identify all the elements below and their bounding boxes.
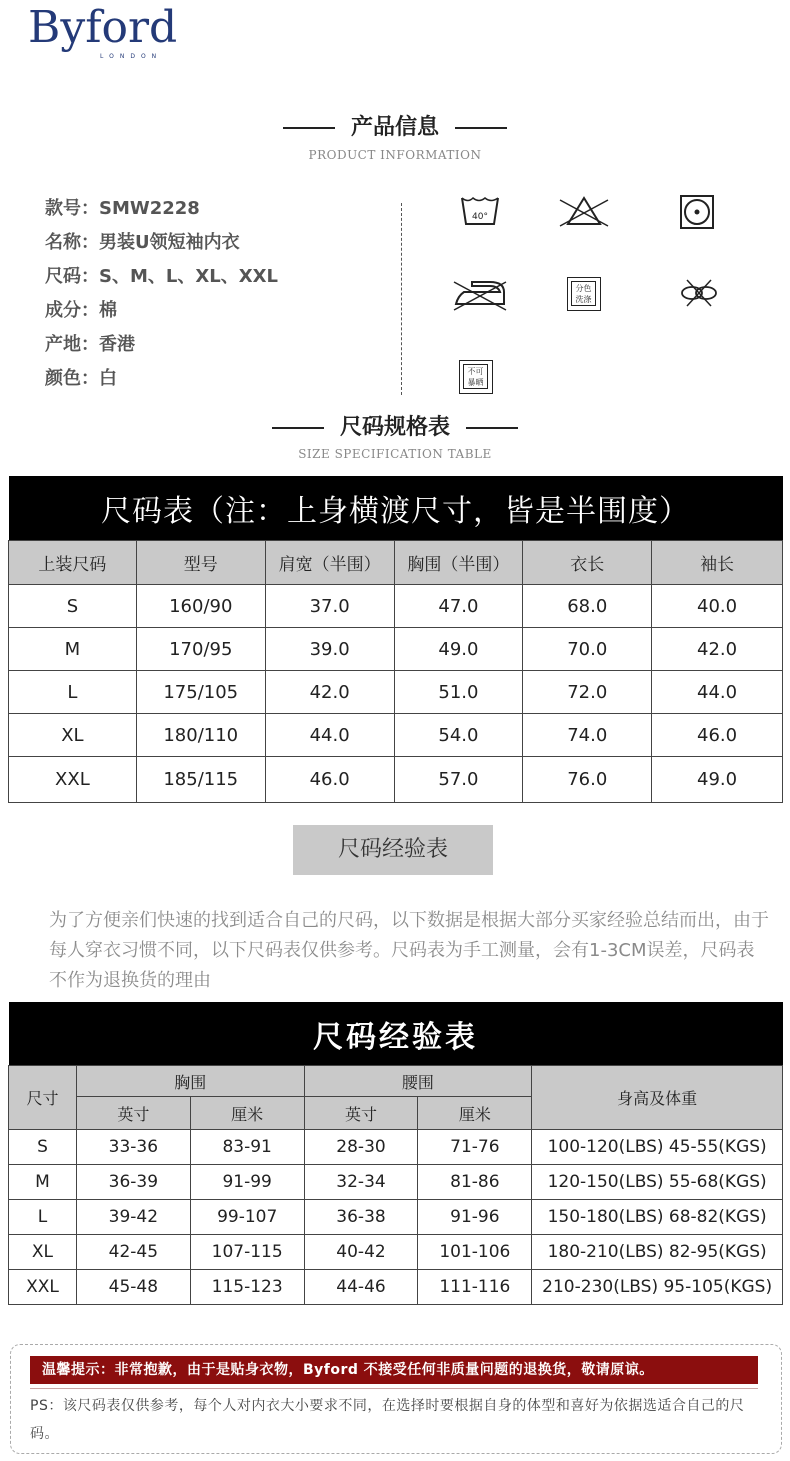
table-cell: XL: [9, 714, 137, 757]
table-row: [9, 757, 783, 803]
table-cell: 36-39: [76, 1165, 190, 1200]
table-cell: 115-123: [190, 1270, 304, 1305]
title-bar-left: [283, 127, 335, 129]
table-cell: 40.0: [652, 585, 783, 628]
table-cell: 91-99: [190, 1165, 304, 1200]
no-iron-icon: [450, 274, 510, 314]
table-cell: 54.0: [394, 714, 523, 757]
table-row: [9, 1270, 783, 1305]
info-label: 款号：: [45, 198, 99, 219]
table-cell: 46.0: [265, 757, 394, 803]
wash-temp-label: 40°: [472, 212, 488, 222]
table-row: [9, 671, 783, 714]
table-cell: 28-30: [304, 1130, 418, 1165]
table-cell: 83-91: [190, 1130, 304, 1165]
separate-wash-label: [571, 281, 596, 306]
info-label: 颜色：: [45, 368, 99, 389]
product-section-subtitle: PRODUCT INFORMATION: [308, 148, 482, 162]
height-weight-header: 身高及体重: [532, 1066, 783, 1130]
table-cell: 33-36: [76, 1130, 190, 1165]
table-cell: 44-46: [304, 1270, 418, 1305]
separate-wash-text-1: 分色: [575, 284, 592, 293]
no-bleach-icon: [556, 192, 612, 232]
info-divider: [401, 203, 402, 395]
info-label: 尺码：: [45, 266, 99, 287]
table-cell: 42-45: [76, 1235, 190, 1270]
cm-header: 厘米: [190, 1097, 304, 1130]
no-sun-label: [463, 364, 488, 389]
size-table-header: [9, 541, 783, 585]
info-row-size: [45, 260, 278, 294]
product-title-text: 产品信息: [350, 115, 439, 140]
warm-notice: 温馨提示：非常抱歉，由于是贴身衣物，Byford 不接受任何非质量问题的退换货，敬请原谅。: [30, 1356, 758, 1384]
size-section-subtitle: SIZE SPECIFICATION TABLE: [298, 447, 492, 461]
table-cell: 57.0: [394, 757, 523, 803]
table-cell: 180-210(LBS) 82-95(KGS): [532, 1235, 783, 1270]
info-row-origin: [45, 328, 135, 362]
no-sun-text-1: 不可: [467, 367, 484, 376]
table-cell: 68.0: [523, 585, 652, 628]
table-cell: XXL: [9, 757, 137, 803]
table-cell: S: [9, 585, 137, 628]
table-cell: 111-116: [418, 1270, 532, 1305]
table-row: [9, 585, 783, 628]
ps-notice: PS：该尺码表仅供参考，每个人对内衣大小要求不同，在选择时要根据自身的体型和喜好为依据选适合自己的尺码。: [30, 1398, 745, 1442]
separate-wash-icon: [567, 277, 601, 311]
experience-table-button[interactable]: 尺码经验表: [293, 825, 493, 875]
table-cell: 175/105: [136, 671, 265, 714]
size-table-title: 尺码表（注：上身横渡尺寸，皆是半围度）: [9, 476, 783, 541]
inch-header: 英寸: [76, 1097, 190, 1130]
table-cell: XL: [9, 1235, 77, 1270]
table-cell: 39.0: [265, 628, 394, 671]
table-cell: 49.0: [394, 628, 523, 671]
table-cell: 120-150(LBS) 55-68(KGS): [532, 1165, 783, 1200]
info-value: 香港: [99, 334, 135, 355]
table-cell: 42.0: [265, 671, 394, 714]
table-cell: 40-42: [304, 1235, 418, 1270]
table-cell: 37.0: [265, 585, 394, 628]
no-sun-dry-icon: [459, 360, 493, 394]
info-value: SMW2228: [99, 198, 200, 219]
header-cell: 上装尺码: [9, 541, 137, 585]
table-cell: L: [9, 1200, 77, 1235]
table-cell: 180/110: [136, 714, 265, 757]
table-cell: L: [9, 671, 137, 714]
brand-logo: Byford: [28, 2, 178, 53]
table-cell: M: [9, 628, 137, 671]
info-value: 白: [99, 368, 117, 389]
size-table: [8, 476, 783, 803]
info-label: 成分：: [45, 300, 99, 321]
table-cell: 210-230(LBS) 95-105(KGS): [532, 1270, 783, 1305]
info-row-color: [45, 362, 117, 396]
tumble-dry-icon: [678, 193, 718, 233]
experience-table: [8, 1002, 783, 1305]
separate-wash-text-2: 洗涤: [575, 295, 592, 304]
notice-divider: [30, 1388, 758, 1389]
info-label: 产地：: [45, 334, 99, 355]
table-row: [9, 1235, 783, 1270]
table-cell: 150-180(LBS) 68-82(KGS): [532, 1200, 783, 1235]
table-cell: 71-76: [418, 1130, 532, 1165]
table-cell: 45-48: [76, 1270, 190, 1305]
table-cell: 36-38: [304, 1200, 418, 1235]
info-value: 男装U领短袖内衣: [99, 232, 240, 253]
table-cell: 49.0: [652, 757, 783, 803]
table-cell: 70.0: [523, 628, 652, 671]
table-row: [9, 714, 783, 757]
table-cell: 72.0: [523, 671, 652, 714]
brand-logo-sub: LONDON: [100, 53, 163, 60]
cm-header: 厘米: [418, 1097, 532, 1130]
table-row: [9, 1200, 783, 1235]
table-cell: 42.0: [652, 628, 783, 671]
table-cell: 74.0: [523, 714, 652, 757]
table-cell: 81-86: [418, 1165, 532, 1200]
table-cell: XXL: [9, 1270, 77, 1305]
header-cell: 衣长: [523, 541, 652, 585]
table-cell: 91-96: [418, 1200, 532, 1235]
table-cell: 32-34: [304, 1165, 418, 1200]
experience-note: 为了方便亲们快速的找到适合自己的尺码，以下数据是根据大部分买家经验总结而出，由于每人穿衣习惯不同，以下尺码表仅供参考。尺码表为手工测量，会有1-3CM误差，尺码表不作为退换货的理由: [49, 910, 769, 991]
info-label: 名称：: [45, 232, 99, 253]
table-cell: 185/115: [136, 757, 265, 803]
table-cell: 107-115: [190, 1235, 304, 1270]
info-value: S、M、L、XL、XXL: [99, 266, 278, 287]
table-cell: 101-106: [418, 1235, 532, 1270]
table-row: [9, 628, 783, 671]
table-cell: 44.0: [265, 714, 394, 757]
size-title-text: 尺码规格表: [339, 415, 450, 440]
title-bar-left: [272, 427, 324, 429]
header-cell: 型号: [136, 541, 265, 585]
table-cell: 39-42: [76, 1200, 190, 1235]
size-header: 尺寸: [9, 1066, 77, 1130]
header-cell: 袖长: [652, 541, 783, 585]
info-row-name: [45, 226, 240, 260]
product-section-title: [0, 110, 790, 141]
title-bar-right: [466, 427, 518, 429]
info-value: 棉: [99, 300, 117, 321]
title-bar-right: [455, 127, 507, 129]
experience-header-row-1: [9, 1066, 783, 1097]
table-cell: S: [9, 1130, 77, 1165]
table-cell: 76.0: [523, 757, 652, 803]
table-cell: M: [9, 1165, 77, 1200]
table-row: [9, 1130, 783, 1165]
info-row-style: [45, 192, 200, 226]
header-cell: 胸围（半围）: [394, 541, 523, 585]
no-sun-text-2: 暴晒: [467, 378, 484, 387]
wash-40-icon: [458, 192, 502, 232]
size-section-title: [0, 410, 790, 441]
table-cell: 99-107: [190, 1200, 304, 1235]
chest-header: 胸围: [76, 1066, 304, 1097]
info-row-material: [45, 294, 117, 328]
table-cell: 170/95: [136, 628, 265, 671]
table-cell: 46.0: [652, 714, 783, 757]
waist-header: 腰围: [304, 1066, 532, 1097]
no-wring-icon: [679, 276, 719, 310]
experience-table-title: 尺码经验表: [9, 1002, 783, 1066]
table-cell: 51.0: [394, 671, 523, 714]
inch-header: 英寸: [304, 1097, 418, 1130]
table-row: [9, 1165, 783, 1200]
header-cell: 肩宽（半围）: [265, 541, 394, 585]
table-cell: 160/90: [136, 585, 265, 628]
table-cell: 44.0: [652, 671, 783, 714]
table-cell: 100-120(LBS) 45-55(KGS): [532, 1130, 783, 1165]
table-cell: 47.0: [394, 585, 523, 628]
